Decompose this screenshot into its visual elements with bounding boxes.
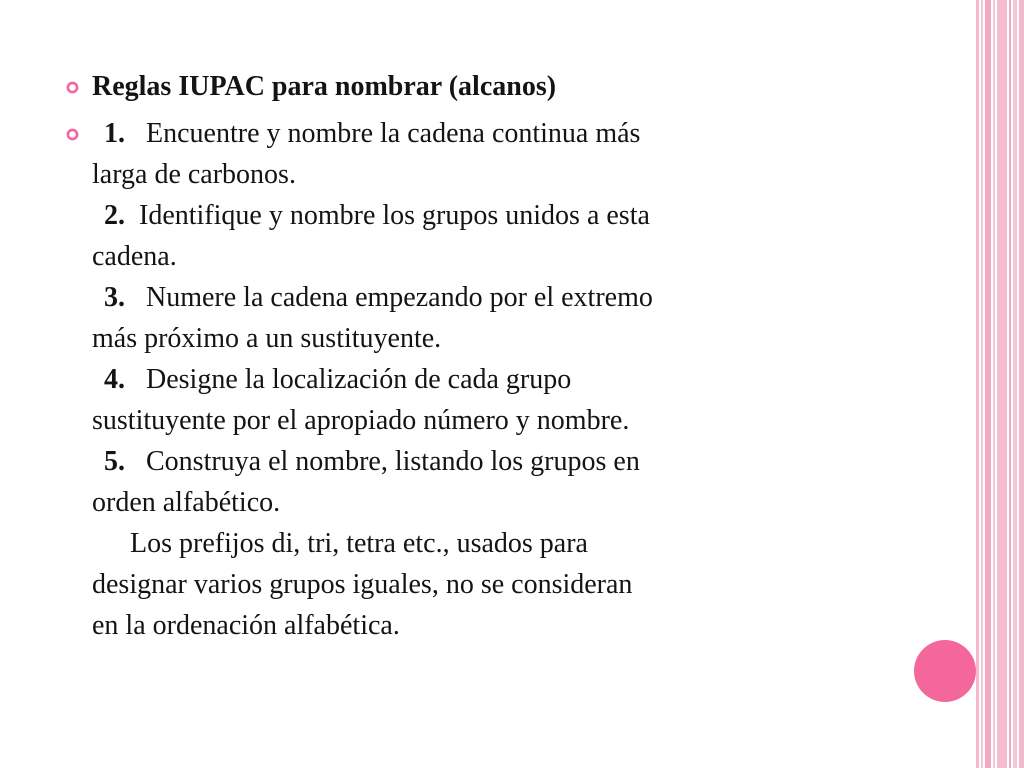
step-5-line-2: orden alfabético.	[92, 487, 281, 518]
step-number: 1.	[104, 118, 125, 149]
stripe	[1013, 0, 1017, 768]
step-1-line-2: larga de carbonos.	[92, 159, 296, 190]
step-2-line-1	[92, 195, 884, 236]
stripe	[1009, 0, 1011, 768]
step-4-line-1	[92, 359, 884, 400]
decorative-pink-circle	[914, 640, 976, 702]
step-5-line-1	[92, 441, 884, 482]
step-number: 4.	[104, 364, 125, 395]
bullet-icon	[66, 128, 79, 141]
step-text: Identifique y nombre los grupos unidos a esta	[139, 200, 650, 231]
slide-title: Reglas IUPAC para nombrar (alcanos)	[92, 71, 557, 102]
step-text: Designe la localización de cada grupo	[146, 364, 572, 395]
stripe	[985, 0, 991, 768]
bullet-icon	[66, 81, 79, 94]
step-1-line-1	[92, 113, 884, 154]
steps-bullet	[64, 113, 884, 646]
stripe	[993, 0, 995, 768]
stripe	[981, 0, 983, 768]
step-3-line-1	[92, 277, 884, 318]
stripe	[997, 0, 1007, 768]
step-4-line-2: sustituyente por el apropiado número y nombre.	[92, 405, 630, 436]
step-number: 2.	[104, 200, 125, 231]
stripe	[976, 0, 979, 768]
step-number: 3.	[104, 282, 125, 313]
note-line-3: en la ordenación alfabética.	[92, 610, 400, 641]
decorative-stripes	[976, 0, 1024, 768]
step-2-line-2: cadena.	[92, 241, 177, 272]
slide-content	[64, 66, 884, 646]
title-bullet	[64, 66, 884, 107]
stripe	[1019, 0, 1024, 768]
note-line-1: Los prefijos di, tri, tetra etc., usados para	[130, 528, 588, 559]
step-text: Encuentre y nombre la cadena continua más	[146, 118, 641, 149]
step-3-line-2: más próximo a un sustituyente.	[92, 323, 442, 354]
note-line-2: designar varios grupos iguales, no se consideran	[92, 569, 633, 600]
step-text: Numere la cadena empezando por el extremo	[146, 282, 653, 313]
step-number: 5.	[104, 446, 125, 477]
step-text: Construya el nombre, listando los grupos en	[146, 446, 640, 477]
